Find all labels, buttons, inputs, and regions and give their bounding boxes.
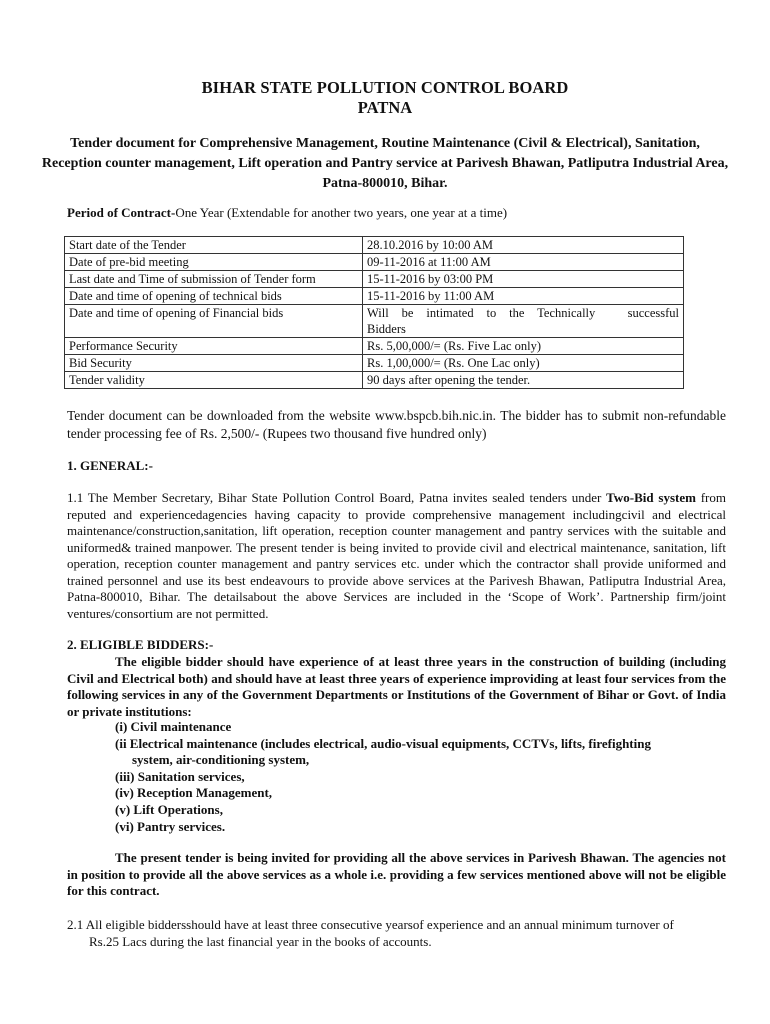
list-item: (iv) Reception Management, (115, 785, 273, 801)
table-row (65, 305, 684, 338)
clause-2-1 (67, 917, 726, 950)
clause-text: 1.1 The Member Secretary, Bihar State Pollution Control Board, Patna invites sealed tenders under (67, 490, 607, 505)
row-value: Rs. 5,00,000/= (Rs. Five Lac only) (363, 338, 684, 355)
clause-bold: Two-Bid system (606, 490, 696, 505)
services-list (115, 719, 651, 835)
city-title: PATNA (357, 98, 413, 117)
row-value: 09-11-2016 at 11:00 AM (363, 254, 684, 271)
row-label: Date and time of opening of technical bids (65, 288, 363, 305)
list-item: (iii) Sanitation services, (115, 768, 245, 784)
table-row (65, 271, 684, 288)
table-row (65, 355, 684, 372)
org-title: BIHAR STATE POLLUTION CONTROL BOARD (201, 78, 569, 97)
row-value: 90 days after opening the tender. (363, 372, 684, 389)
general-heading: 1. GENERAL:- (67, 458, 153, 473)
row-label: Performance Security (65, 338, 363, 355)
clause-line: Rs.25 Lacs during the last financial year in the books of accounts. (89, 933, 432, 949)
row-value-line: Will be intimated to the Technically successful (367, 306, 679, 320)
list-item: (vi) Pantry services. (115, 818, 226, 834)
table-row (65, 338, 684, 355)
table-row (65, 237, 684, 254)
general-clause-1-1 (67, 490, 726, 622)
list-item: (ii Electrical maintenance (includes electrical, audio-visual equipments, CCTVs, lifts, firefighting (115, 735, 651, 751)
tender-schedule-table (64, 236, 684, 389)
row-label: Bid Security (65, 355, 363, 372)
clause-line: 2.1 All eligible biddersshould have at least three consecutive yearsof experience and an annual minimum turnover of (67, 917, 674, 932)
row-label: Last date and Time of submission of Tender form (65, 271, 363, 288)
row-value (363, 305, 684, 338)
row-value: 15-11-2016 by 03:00 PM (363, 271, 684, 288)
list-item: system, air-conditioning system, (132, 752, 310, 768)
eligible-heading: 2. ELIGIBLE BIDDERS:- (67, 637, 214, 652)
eligible-intro: The eligible bidder should have experience of at least three years in the construction of building (including Civil and Electrical both) and should have at least three years of experience improviding at least four services from the following services in any of the Government Departments or Institutions of the Government of Bihar or Govt. of India or private institutions: (67, 654, 726, 719)
clause-text: from reputed and experiencedagencies having capacity to provide comprehensive management includingcivil and electrical maintenance/construction,sanitation, lift operation, reception counter management and pantry services with the suitable and uniformed& trained manpower. The present tender is being invited to provide civil and electrical maintenance, sanitation, lift operation, reception counter management and pantry services etc. under which the contractor shall provide uniformed and trained personnel and use its best endeavours to provide above services at the Parivesh Bhawan, Patliputra Industrial Area, Patna-800010, Bihar. The detailsabout the above Services are included in the ‘Scope of Work’. Partnership firm/joint ventures/consortium are not permitted. (67, 490, 726, 621)
table-row (65, 372, 684, 389)
present-tender-note: The present tender is being invited for providing all the above services in Parivesh Bhawan. The agencies not in position to provide all the above services as a whole i.e. providing a few services mentioned above will not be eligible for this contract. (67, 850, 726, 898)
row-label: Date of pre-bid meeting (65, 254, 363, 271)
row-value-line: Bidders (367, 322, 406, 336)
row-value: 28.10.2016 by 10:00 AM (363, 237, 684, 254)
period-of-contract (67, 205, 507, 221)
list-item: (i) Civil maintenance (115, 719, 232, 734)
row-label: Date and time of opening of Financial bids (65, 305, 363, 338)
table-row (65, 288, 684, 305)
list-item: (v) Lift Operations, (115, 801, 223, 817)
table-row (65, 254, 684, 271)
period-label: Period of Contract- (67, 205, 176, 220)
row-value: 15-11-2016 by 11:00 AM (363, 288, 684, 305)
tender-subtitle: Tender document for Comprehensive Management, Routine Maintenance (Civil & Electrical), Sanitation, Reception counter management, Lift operation and Pantry service at Parivesh Bhawan, Patliputra Industrial Area, Patna-800010, Bihar. (41, 136, 729, 191)
period-value: One Year (Extendable for another two years, one year at a time) (175, 205, 508, 220)
row-value: Rs. 1,00,000/= (Rs. One Lac only) (363, 355, 684, 372)
row-label: Tender validity (65, 372, 363, 389)
row-label: Start date of the Tender (65, 237, 363, 254)
download-note: Tender document can be downloaded from the website www.bspcb.bih.nic.in. The bidder has to submit non-refundable tender processing fee of Rs. 2,500/- (Rupees two thousand five hundred only) (67, 408, 726, 441)
